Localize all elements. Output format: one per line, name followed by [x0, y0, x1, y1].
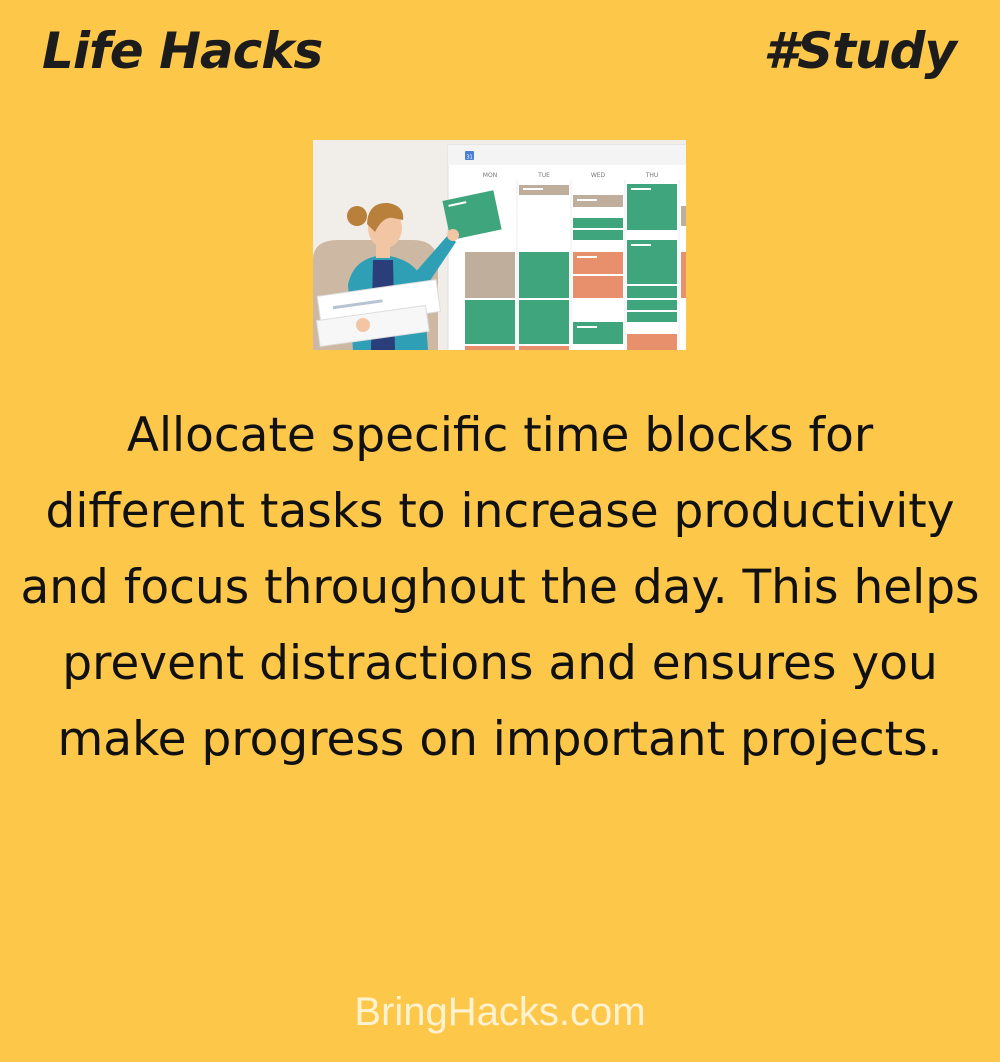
- calendar-illustration: [313, 140, 686, 350]
- footer-site-link[interactable]: BringHacks.com: [354, 990, 646, 1034]
- tip-text: Allocate specific time blocks for different tasks to increase productivity and focus throughout the day. This helps prevent distractions and ensures you make progress on important projects.: [20, 408, 980, 767]
- day-tue: TUE: [538, 172, 550, 179]
- page-title: Life Hacks: [42, 22, 323, 80]
- day-mon: MON: [482, 172, 498, 179]
- day-thu: THU: [645, 172, 659, 179]
- illustration-svg: [313, 140, 686, 350]
- day-wed: WED: [590, 172, 606, 179]
- calendar-date: 31: [466, 154, 473, 161]
- category-tag: #Study: [763, 22, 956, 80]
